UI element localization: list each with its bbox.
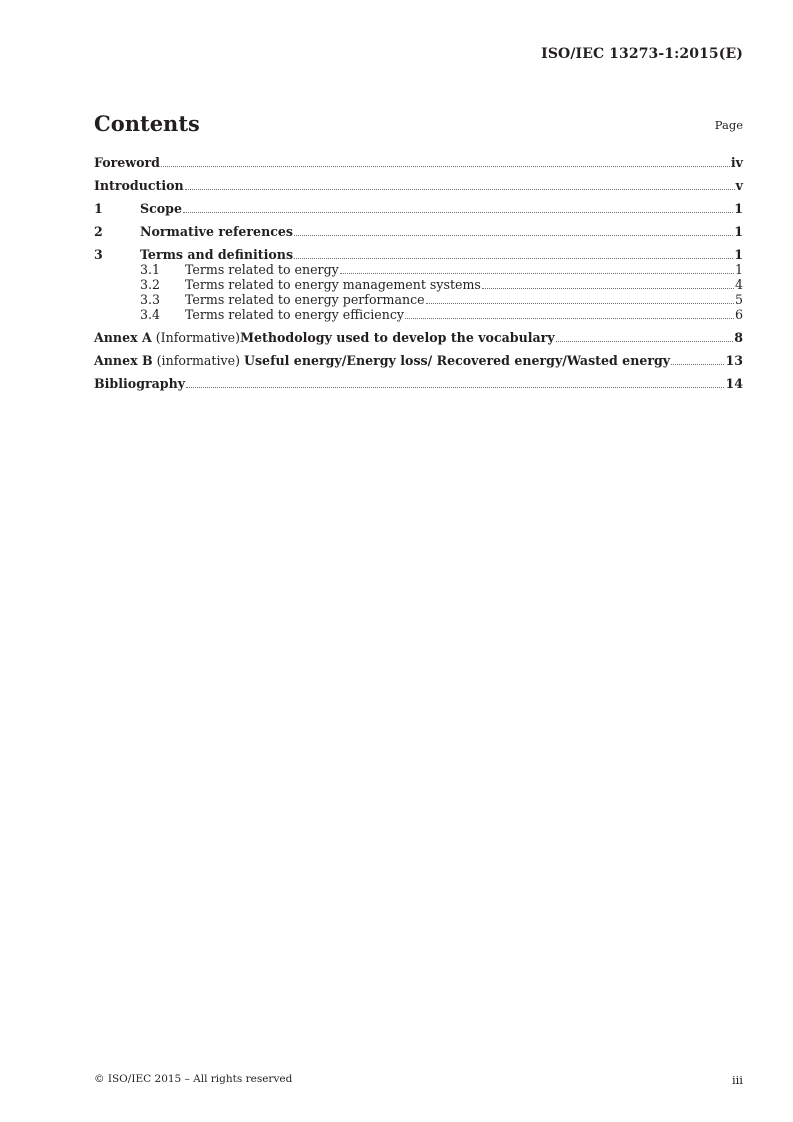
toc-clause-number: 2	[94, 224, 103, 239]
toc-title: Scope	[140, 201, 182, 216]
toc-entry-foreword[interactable]	[94, 155, 743, 170]
annex-note: (informative)	[152, 353, 244, 368]
toc-subclause-number: 3.4	[140, 307, 161, 322]
toc-page-number: 14	[725, 376, 743, 391]
toc-entry-annex-a[interactable]	[94, 330, 743, 345]
toc-clause-number: 3	[94, 247, 103, 262]
dot-leader	[671, 364, 724, 365]
toc-annex-title	[94, 353, 670, 368]
toc-page-number: 1	[734, 247, 743, 262]
toc-subclause-number: 3.3	[140, 292, 161, 307]
dot-leader	[294, 235, 733, 236]
toc-subentries	[94, 262, 743, 322]
table-of-contents	[94, 155, 743, 399]
toc-entry-normative-references[interactable]	[94, 224, 743, 239]
dot-leader	[482, 288, 734, 289]
toc-subentry-3-2[interactable]	[94, 277, 743, 292]
toc-title: Bibliography	[94, 376, 186, 391]
contents-heading: Contents	[94, 111, 200, 136]
toc-page-number: 1	[734, 201, 743, 216]
toc-title: Foreword	[94, 155, 160, 170]
page-column-label: Page	[714, 118, 743, 132]
toc-page-number: 8	[734, 330, 743, 345]
toc-page-number: v	[735, 178, 743, 193]
toc-title: Terms and definitions	[140, 247, 294, 262]
dot-leader	[405, 318, 734, 319]
annex-label: Annex B	[94, 353, 153, 368]
footer-page-number: iii	[731, 1073, 743, 1087]
toc-page-number: 1	[734, 262, 743, 277]
toc-entry-introduction[interactable]	[94, 178, 743, 193]
toc-page-number: iv	[730, 155, 743, 170]
annex-note: (Informative)	[151, 330, 241, 345]
toc-title: Terms related to energy performance	[185, 292, 425, 307]
toc-entry-terms-and-definitions[interactable]	[94, 247, 743, 262]
toc-title: Terms related to energy management systems	[185, 277, 481, 292]
toc-page-number: 4	[734, 277, 743, 292]
dot-leader	[186, 387, 724, 388]
toc-subentry-3-3[interactable]	[94, 292, 743, 307]
toc-page-number: 6	[734, 307, 743, 322]
toc-entry-scope[interactable]	[94, 201, 743, 216]
dot-leader	[556, 341, 734, 342]
dot-leader	[185, 189, 735, 190]
toc-subentry-3-4[interactable]	[94, 307, 743, 322]
toc-subclause-number: 3.2	[140, 277, 161, 292]
toc-page-number: 13	[725, 353, 743, 368]
document-id: ISO/IEC 13273-1:2015(E)	[541, 46, 743, 62]
toc-clause-number: 1	[94, 201, 103, 216]
dot-leader	[183, 212, 733, 213]
toc-title: Terms related to energy	[185, 262, 339, 277]
annex-title: Methodology used to develop the vocabulary	[240, 330, 555, 345]
dot-leader	[161, 166, 730, 167]
annex-title: Useful energy/Energy loss/ Recovered energy/Wasted energy	[243, 353, 671, 368]
toc-subclause-number: 3.1	[140, 262, 161, 277]
copyright-notice: © ISO/IEC 2015 – All rights reserved	[94, 1073, 293, 1085]
toc-page-number: 1	[734, 224, 743, 239]
toc-title: Introduction	[94, 178, 184, 193]
dot-leader	[294, 258, 733, 259]
dot-leader	[340, 273, 734, 274]
toc-annex-title	[94, 330, 555, 345]
toc-title: Normative references	[140, 224, 294, 239]
toc-entry-bibliography[interactable]	[94, 376, 743, 391]
toc-title: Terms related to energy efficiency	[185, 307, 404, 322]
toc-page-number: 5	[734, 292, 743, 307]
annex-label: Annex A	[94, 330, 152, 345]
toc-entry-annex-b[interactable]	[94, 353, 743, 368]
toc-subentry-3-1[interactable]	[94, 262, 743, 277]
dot-leader	[426, 303, 734, 304]
